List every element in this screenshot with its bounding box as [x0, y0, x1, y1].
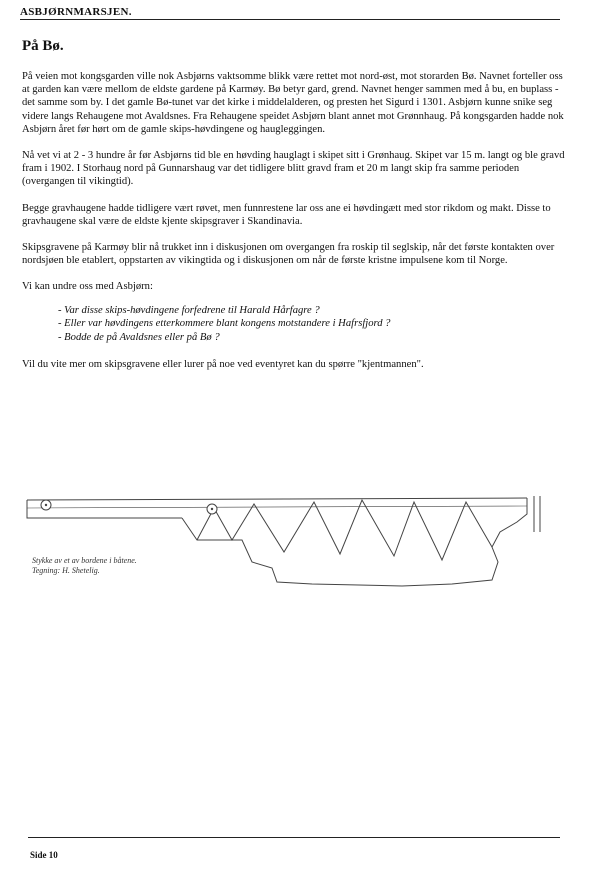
- ship-plank-drawing: [22, 492, 552, 602]
- figure-caption: [32, 556, 137, 576]
- question-item: - Var disse skips-høvdingene forfedrene til Harald Hårfagre ?: [58, 304, 320, 316]
- caption-line-2: Tegning: H. Shetelig.: [32, 566, 100, 575]
- question-list: [58, 304, 567, 345]
- caption-line-1: Stykke av et av bordene i båtene.: [32, 556, 137, 565]
- footer-rule: [28, 837, 560, 838]
- paragraph-2: Nå vet vi at 2 - 3 hundre år før Asbjørns tid ble en høvding hauglagt i skipet sitt i Grønhaug. Skipet var 15 m. langt og ble gravd fram i 1902. I Storhaug nord på Gunnarshaug var det tidligere blitt gravd fram et 20 m langt skip fra samme perioden (overgangen til vikingtid).: [22, 150, 565, 188]
- paragraph-3: Begge gravhaugene hadde tidligere vært røvet, men funnrestene lar oss ane ei høvdingætt med stor rikdom og makt. Disse to gravhaugene skal være de eldste kjente skipsgraver i Skandinavia.: [22, 202, 551, 227]
- question-item: - Bodde de på Avaldsnes eller på Bø ?: [58, 331, 220, 343]
- page-number: Side 10: [30, 850, 58, 860]
- paragraph-5: Vi kan undre oss med Asbjørn:: [22, 281, 153, 293]
- header-rule: [20, 19, 560, 20]
- paragraph-6: Vil du vite mer om skipsgravene eller lurer på noe ved eventyret kan du spørre "kjentmannen".: [22, 359, 424, 371]
- article-body: [22, 70, 567, 384]
- paragraph-1: På veien mot kongsgarden ville nok Asbjørns vaktsomme blikk være rettet mot nord-øst, mot storarden Bø. Navnet forteller oss at garden kan være mellom de eldste gardene på Karmøy. Bø betyr gard, grend. Navnet henger sammen med å bu, en buplass - det samme som by. I det gamle Bø-tunet var det kirke i middelalderen, og presten het Sigurd i 1301. Asbjørn kunne snike seg videre langs Rehaugene mot Avaldsnes. Fra Rehaugene speidet Asbjørn blant annet mot Grønnhaug. På kongsgarden hadde nok Asbjørn året før hørt om de gamle skips-høvdingene og haugleggingen.: [22, 71, 564, 135]
- paragraph-4: Skipsgravene på Karmøy blir nå trukket inn i diskusjonen om overgangen fra roskip til seglskip, når det første kontakten over nordsjøen ble etablert, oppstarten av vikingtida og i diskusjonen om når de første kristne impulsene kom til Norge.: [22, 242, 555, 267]
- question-item: - Eller var høvdingens etterkommere blant kongens motstandere i Hafrsfjord ?: [58, 318, 391, 330]
- section-title: På Bø.: [22, 38, 64, 54]
- running-header: ASBJØRNMARSJEN.: [20, 6, 132, 18]
